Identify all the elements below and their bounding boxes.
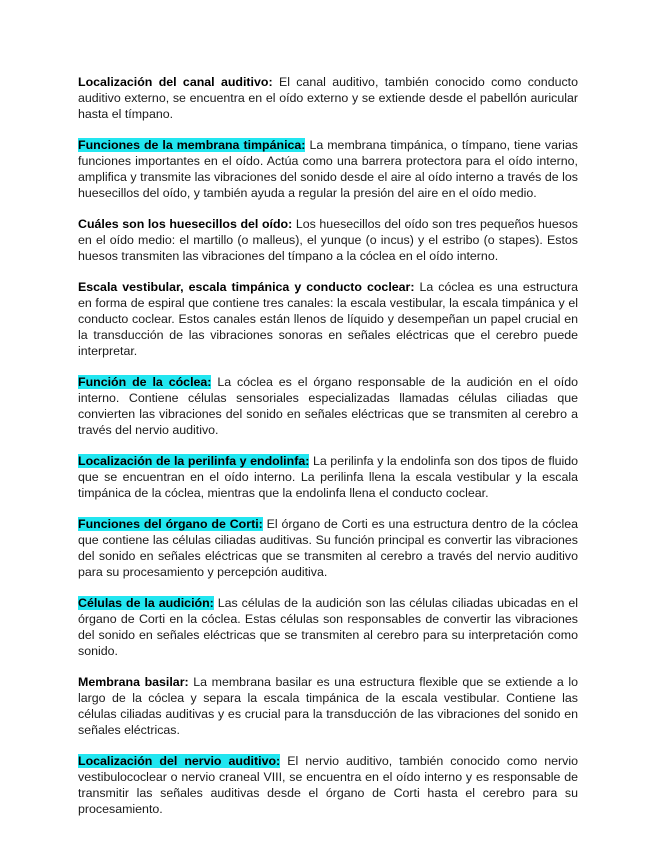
paragraph-heading: Cuáles son los huesecillos del oído: [78,217,293,232]
paragraph-heading: Escala vestibular, escala timpánica y conducto coclear: [78,280,415,295]
paragraph-body: Las células de la audición son las células ciliadas ubicadas en el órgano de Corti en la cóclea. Estas células son responsables de convertir las vibraciones del sonido en señales eléctricas que se transmiten al cerebro para su interpretación como sonido. [78,596,578,658]
paragraph-body: El órgano de Corti es una estructura dentro de la cóclea que contiene las células ciliadas auditivas. Su función principal es convertir las vibraciones del sonido en señales eléctricas que se transmiten al cerebro a través del nervio auditivo para su procesamiento y percepción auditiva. [78,517,578,579]
document-page [78,75,578,833]
paragraph-body: El canal auditivo, también conocido como conducto auditivo externo, se encuentra en el oído externo y se extiende desde el pabellón auricular hasta el tímpano. [78,75,579,121]
paragraph-membrana-basilar [78,675,578,738]
paragraph-heading: Membrana basilar: [78,675,189,690]
paragraph-perilinfa-endolinfa [78,454,578,501]
paragraph-heading: Funciones del órgano de Corti: [78,517,263,532]
paragraph-body: La perilinfa y la endolinfa son dos tipos de fluido que se encuentran en el oído interno. La perilinfa llena la escala vestibular y la escala timpánica de la cóclea, mientras que la endolinfa llena el conducto coclear. [78,454,578,500]
paragraph-escalas [78,280,578,359]
paragraph-huesecillos [78,217,578,264]
paragraph-body: La cóclea es el órgano responsable de la audición en el oído interno. Contiene células sensoriales especializadas llamadas células ciliadas que convierten las vibraciones del sonido en señales eléctricas que se transmiten al cerebro a través del nervio auditivo. [78,375,578,437]
paragraph-organo-corti [78,517,578,580]
paragraph-body: La membrana timpánica, o tímpano, tiene varias funciones importantes en el oído. Actúa como una barrera protectora para el oído interno, amplifica y transmite las vibraciones del sonido desde el aire al oído interno a través de los huesecillos del oído, y también ayuda a regular la presión del aire en el oído medio. [78,138,578,200]
paragraph-heading: Función de la cóclea: [78,375,212,390]
paragraph-celulas-audicion [78,596,578,659]
paragraph-nervio-auditivo [78,754,578,817]
paragraph-heading: Células de la audición: [78,596,214,611]
paragraph-heading: Localización del nervio auditivo: [78,754,281,769]
paragraph-heading: Funciones de la membrana timpánica: [78,138,306,153]
paragraph-heading: Localización del canal auditivo: [78,75,273,89]
paragraph-body: La cóclea es una estructura en forma de espiral que contiene tres canales: la escala vestibular, la escala timpánica y el conducto coclear. Estos canales están llenos de líquido y desempeñan un papel crucial en la transducción de las vibraciones sonoras en señales eléctricas que el cerebro puede interpretar. [78,280,578,358]
paragraph-canal-auditivo [78,75,578,122]
paragraph-body: La membrana basilar es una estructura flexible que se extiende a lo largo de la cóclea y separa la escala timpánica de la escala vestibular. Contiene las células ciliadas auditivas y es crucial para la transducción de las vibraciones del sonido en señales eléctricas. [78,675,578,737]
paragraph-heading: Localización de la perilinfa y endolinfa: [78,454,310,469]
paragraph-funcion-coclea [78,375,578,438]
paragraph-membrana-timpanica [78,138,578,201]
paragraph-body: Los huesecillos del oído son tres pequeños huesos en el oído medio: el martillo (o malleus), el yunque (o incus) y el estribo (o stapes). Estos huesos transmiten las vibraciones del tímpano a la cóclea en el oído interno. [78,217,578,263]
paragraph-body: El nervio auditivo, también conocido como nervio vestibulococlear o nervio craneal VIII, se encuentra en el oído interno y es responsable de transmitir las señales auditivas desde el órgano de Corti hasta el cerebro para su procesamiento. [78,754,578,816]
